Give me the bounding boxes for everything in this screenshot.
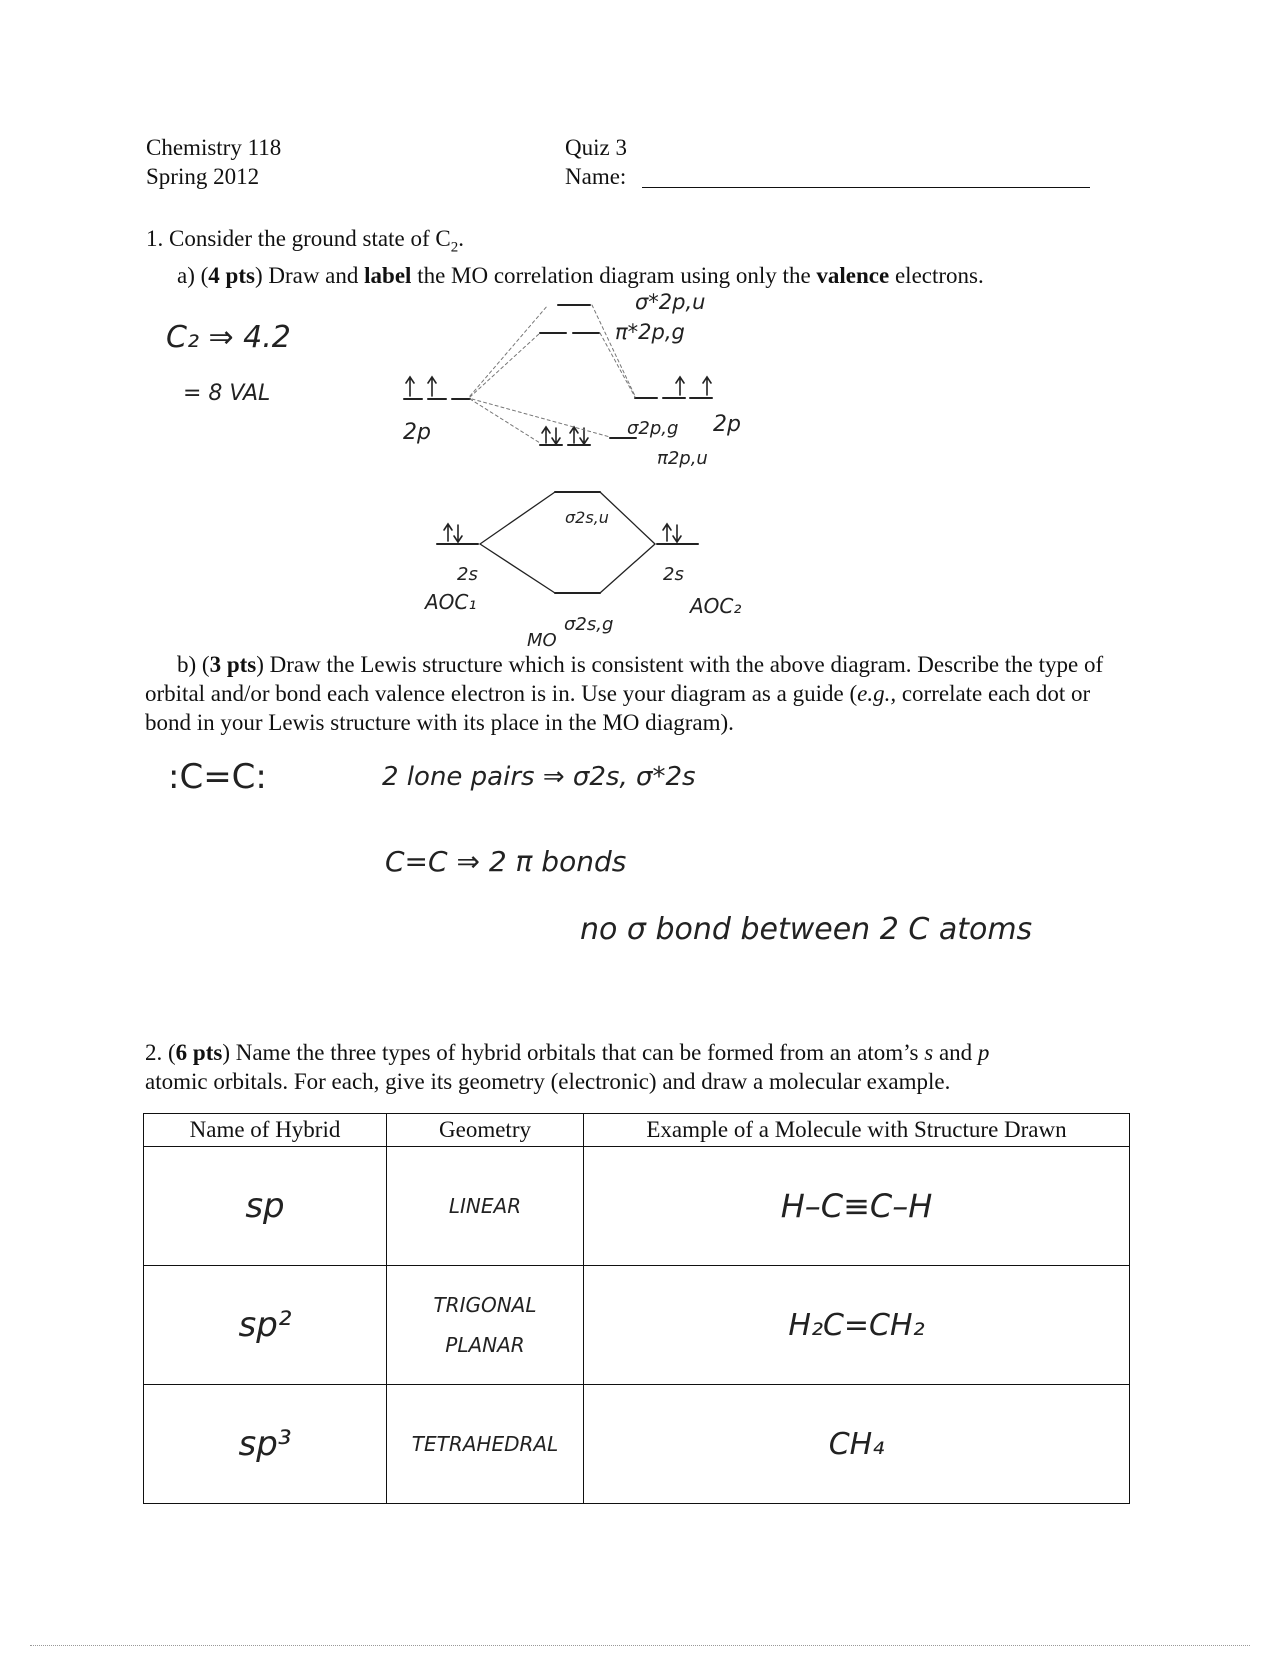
name-label: Name: [565, 164, 627, 189]
table-header-row [144, 1114, 1130, 1147]
label-sigma-star-2s: σ2s,u [565, 508, 609, 527]
course-title: Chemistry 118 [146, 135, 282, 160]
lewis-structure: :C=C: [168, 757, 267, 797]
label-pi-star-2p: π*2p,g [615, 320, 685, 344]
question-1a: a) (4 pts) Draw and label the MO correlation diagram using only the valence electrons. [177, 263, 984, 288]
cell-example-methane: CH₄ [584, 1385, 1130, 1504]
mo-diagram [0, 0, 1280, 700]
cell-geometry-linear: LINEAR [387, 1147, 584, 1266]
header-geometry: Geometry [387, 1114, 584, 1147]
cell-example-ethylene: H₂C=CH₂ [584, 1266, 1130, 1385]
label-2p-left: 2p [403, 420, 431, 445]
answer-lone-pairs: 2 lone pairs ⇒ σ2s, σ*2s [382, 762, 696, 792]
label-sigma-2p: σ2p,g [627, 418, 679, 439]
table-row [144, 1266, 1130, 1385]
cell-hybrid-sp: sp [144, 1147, 387, 1266]
cell-example-acetylene: H–C≡C–H [584, 1147, 1130, 1266]
question-1b: b) (3 pts) Draw the Lewis structure which is consistent with the above diagram. Describe the type of orbital and/or bond each valence electron is in. Use your diagram as a guide (e.g., correlate each dot or bond in your Lewis structure with its place in the MO diagram). [145, 652, 1104, 735]
cell-hybrid-sp2: sp² [144, 1266, 387, 1385]
scan-edge-speckle [30, 1645, 1250, 1646]
header-example: Example of a Molecule with Structure Drawn [584, 1114, 1130, 1147]
question-1-stem: 1. Consider the ground state of $C_2$. [146, 226, 464, 256]
label-aoc1: AOC₁ [425, 590, 477, 614]
hybrid-orbital-table [143, 1113, 1130, 1504]
table-row [144, 1147, 1130, 1266]
course-term: Spring 2012 [146, 164, 260, 189]
question-2-line2: atomic orbitals. For each, give its geometry (electronic) and draw a molecular example. [145, 1069, 951, 1094]
label-2p-right: 2p [713, 412, 741, 437]
answer-cc-bond: C=C ⇒ 2 π bonds [385, 845, 627, 878]
label-sigma-star-2p: σ*2p,u [635, 290, 706, 314]
cell-geometry-trigonal-planar: TRIGONAL PLANAR [387, 1266, 584, 1385]
cell-geometry-tetrahedral: TETRAHEDRAL [387, 1385, 584, 1504]
label-2s-left: 2s [457, 564, 478, 585]
answer-no-sigma: no σ bond between 2 C atoms [580, 912, 1033, 947]
label-mo: MO [527, 630, 557, 651]
header-hybrid: Name of Hybrid [144, 1114, 387, 1147]
quiz-title: Quiz 3 [565, 135, 627, 160]
label-2s-right: 2s [663, 564, 684, 585]
table-row [144, 1385, 1130, 1504]
question-2-line1: 2. (6 pts) Name the three types of hybrid orbitals that can be formed from an atom’s s and p [145, 1040, 990, 1065]
label-sigma-2s: σ2s,g [564, 614, 614, 635]
c2-config-note: C₂ ⇒ 4.2 [166, 320, 291, 355]
valence-count-note: = 8 VAL [183, 381, 271, 406]
cell-hybrid-sp3: sp³ [144, 1385, 387, 1504]
label-pi-2p: π2p,u [657, 448, 708, 469]
label-aoc2: AOC₂ [690, 594, 742, 618]
